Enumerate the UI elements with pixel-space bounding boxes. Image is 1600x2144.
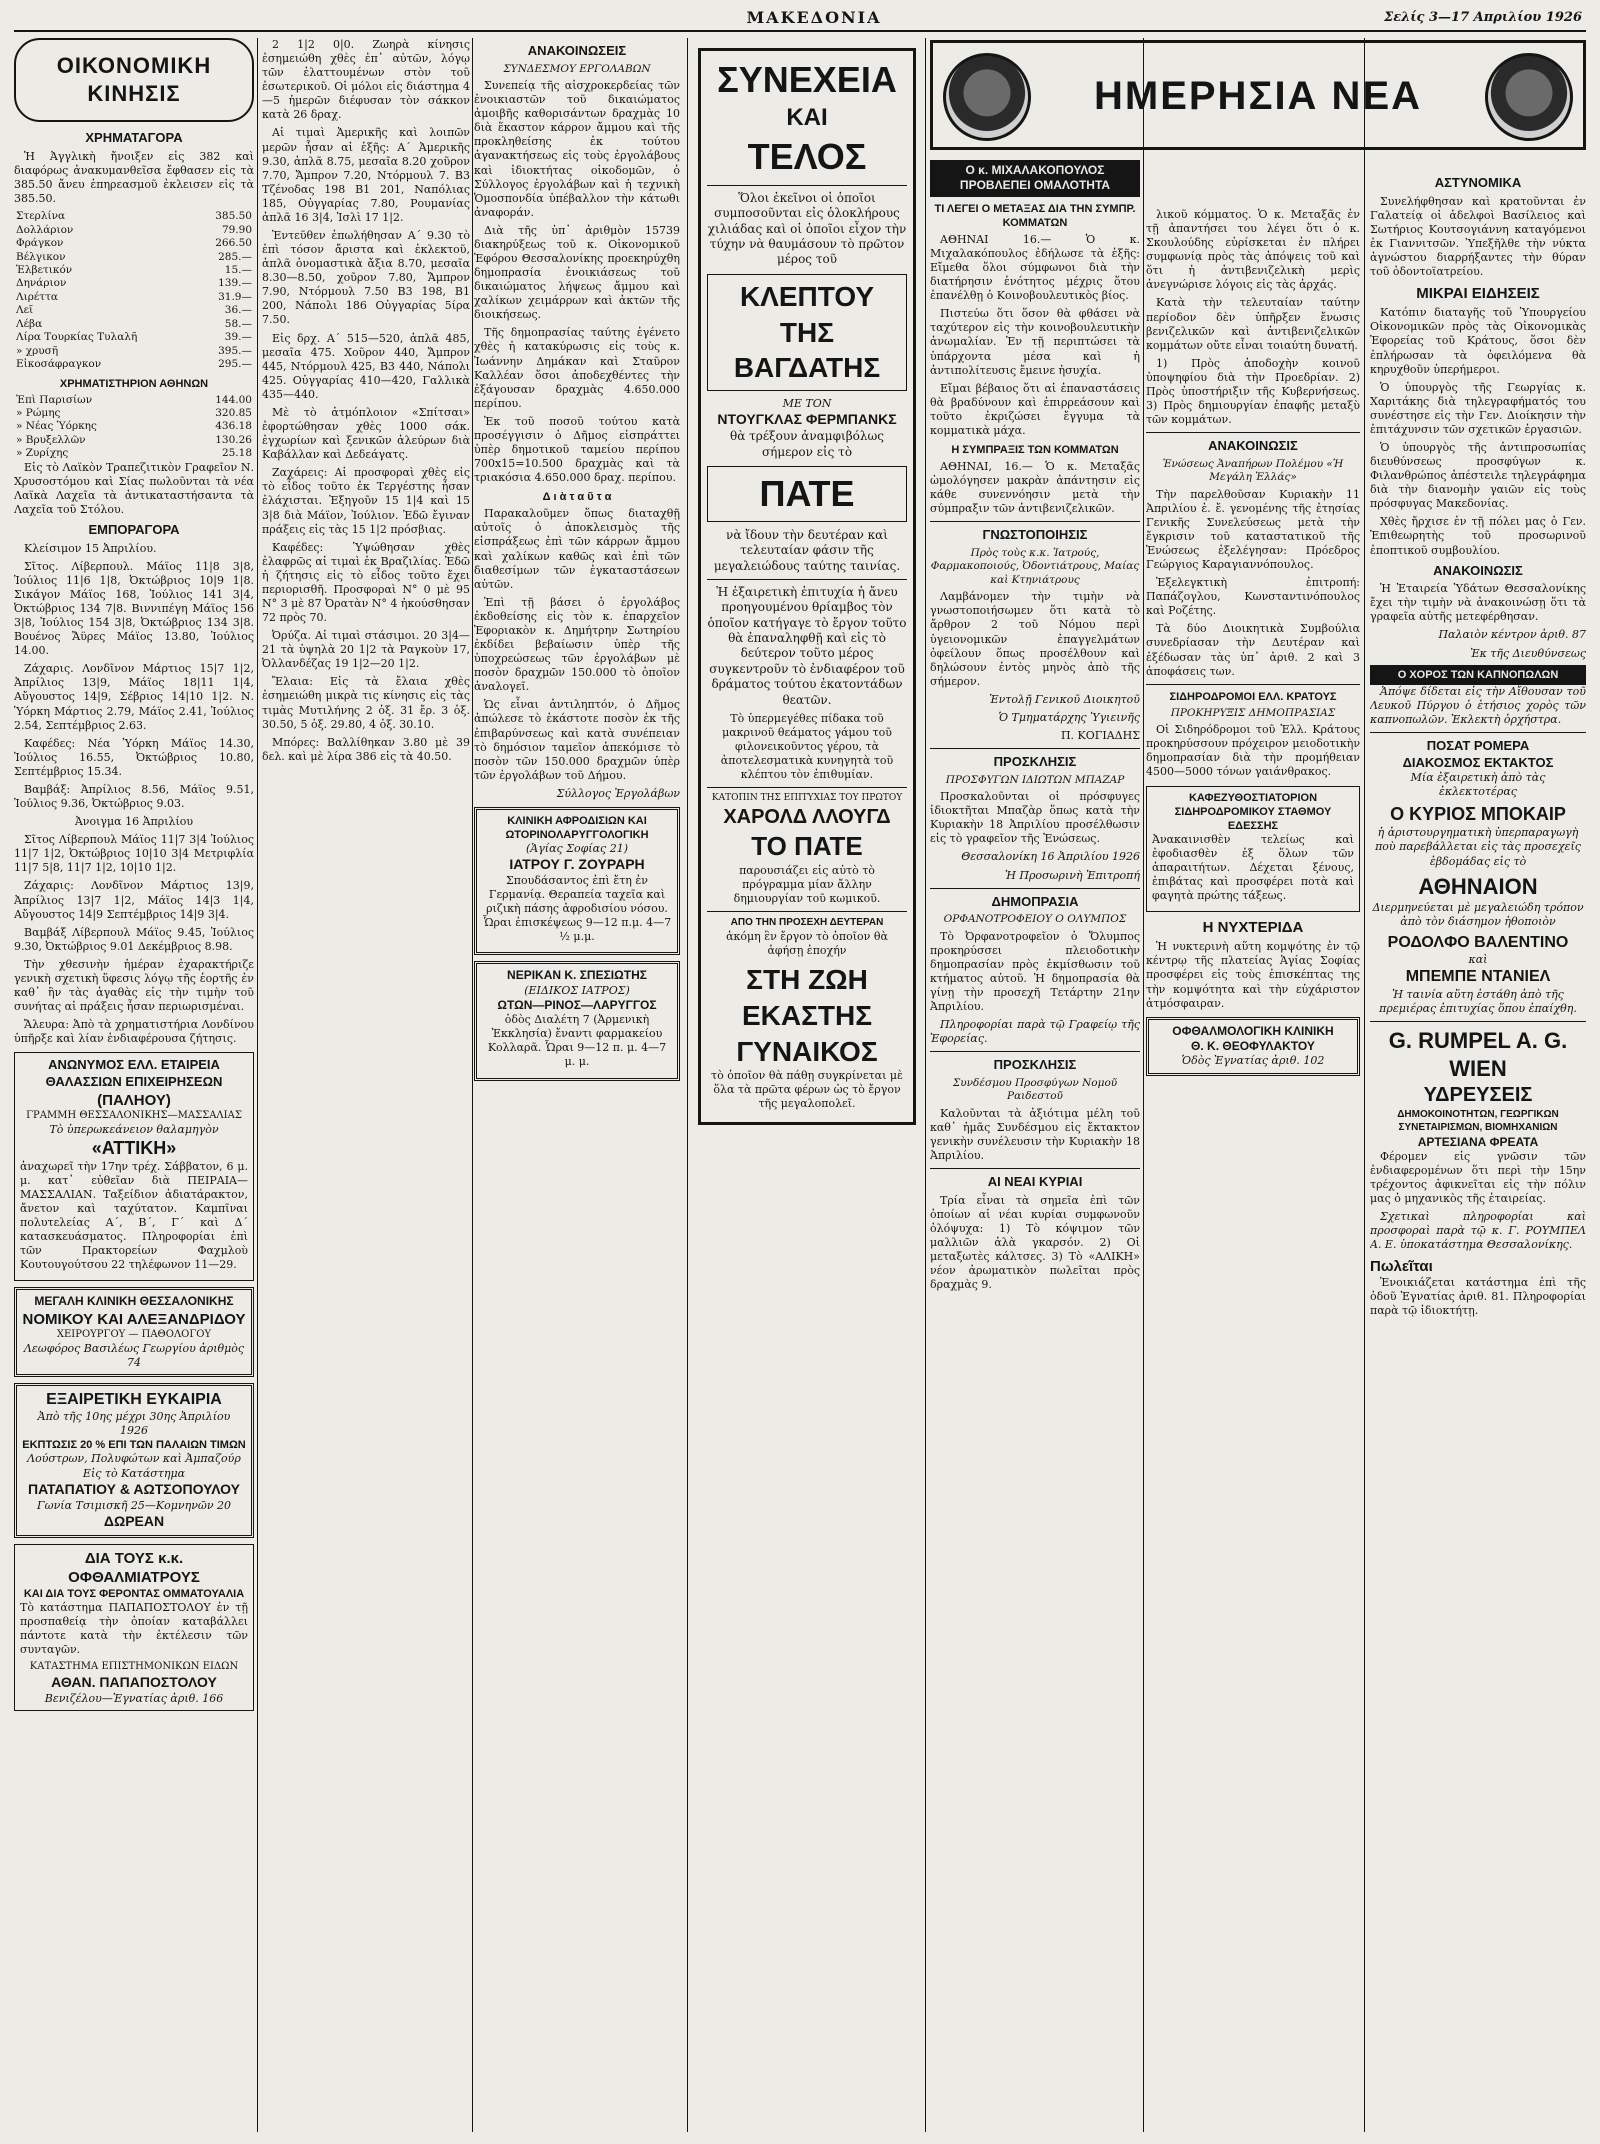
company-city: WIEN: [1449, 1056, 1507, 1082]
masthead: [14, 6, 1586, 32]
cinema-name: ΑΘΗΝΑΙΟΝ: [1418, 873, 1538, 899]
actor-name: ΡΟΔΟΛΦΟ ΒΑΛΕΝΤΙΝΟ: [1387, 933, 1569, 951]
advert-text: καὶ: [1468, 953, 1488, 967]
table-row: Λίρα Τουρκίας Τυλαλῆ 39.—: [16, 331, 252, 344]
article-paragraph: Ἐκ τοῦ ποσοῦ τούτου κατὰ προσέγγισιν ὁ Δῆμος εἰσπράττει ὑπὲρ δημοτικοῦ ταμείου περίπου 700x15=10.500 δραχμὰς καὶ τὰ τριακόσια 4.650.000 δραχ. περίπου.: [474, 414, 680, 485]
cinema-name-box: [707, 466, 907, 522]
philip-coin-icon: [943, 53, 1031, 141]
article-paragraph: Τὰ δύο Διοικητικὰ Συμβούλια συνεδρίασαν τὴν Δευτέραν καὶ ἐξέδωσαν τὰς ὑπ᾽ ἀριθ. 2 καὶ 3 ἀποφάσεις των.: [1146, 622, 1360, 678]
ship-name: «ΑΤΤΙΚΗ»: [91, 1137, 177, 1158]
article-paragraph: Εἰς τὸ Λαϊκὸν Τραπεζιτικὸν Γραφεῖον Ν. Χρυσοστόμου καὶ Σίας πωλοῦνται τὰ νέα Λαϊκὰ Λαχεῖα τὰ ἀντικαταστήσαντα τὰ Λαχεῖα τοῦ Στόλου.: [14, 460, 254, 516]
headline: ΑΙ ΝΕΑΙ ΚΥΡΙΑΙ: [987, 1174, 1083, 1190]
ball-advert-title: Ο ΧΟΡΟΣ ΤΩΝ ΚΑΠΝΟΠΩΛΩΝ: [1370, 665, 1586, 685]
table-row: Φράγκον 266.50: [16, 237, 252, 250]
table-row: » χρυσῆ 395.—: [16, 344, 252, 357]
headline: ΠΡΟΣΚΛΗΣΙΣ: [993, 1057, 1077, 1073]
article-paragraph: Μὲ τὸ ἀτμόπλοιον «Σπίτσαι» ἐφορτώθησαν χθὲς 1000 σάκ. ἐγχωρίων καὶ ξενικῶν ἀλεύρων διὰ Καβάλλαν καὶ Δεδεάγατς.: [262, 405, 470, 462]
article-paragraph: Κατὰ τὴν τελευταίαν ταύτην περίοδον δὲν ὑπῆρξεν ἔνωσις βενιζελικῶν καὶ ἀντιβενιζελικῶν κομμάτων οὔτε εἶναι τοιαύτη δυνατή.: [1146, 296, 1360, 352]
headline: ΑΝΑΚΟΙΝΩΣΙΣ: [1433, 562, 1523, 578]
headline: ΕΜΠΟΡΑΓΟΡΑ: [88, 522, 180, 538]
article-paragraph: Συνεπείᾳ τῆς αἰσχροκερδείας τῶν ἐνοικιαστῶν τοῦ δικαιώματος ἀμοιβῆς καθορισάντων δραχμὰς 10 διὰ ἕκαστον κάρρον ἄμμου καὶ τῆς προκληθείσης ἐκ τούτου ἀγανακτήσεως εἰς τοὺς ἐργολάβους καὶ ἰδιοκτήτας οἰκοδομῶν, ὁ Σύλλογος ἐργολάβων καὶ ἡ τεχνικὴ Ὁμοσπονδία ὑπέβαλλον τὴν κάτωθι ἀναφοράν.: [474, 79, 680, 219]
advert-title: ΟΦΘΑΛΜΟΛΟΓΙΚΗ ΚΛΙΝΙΚΗ: [1172, 1023, 1334, 1038]
divider: [930, 748, 1140, 749]
classified-title: Πωλεῖται: [1370, 1257, 1433, 1275]
article-paragraph: Ἐντεῦθεν ἐπωλήθησαν Α΄ 9.30 τὸ ἐπὶ τόσον ἄριστα καὶ ἐκλεκτοῦ, ἁπλᾶ ὀνομαστικὰ ἄξια 8.70, μεσαῖα 8.30—8.50, χοῦρον 7.80, Ἄμπρον 7.90, Ντόρμουλ 7.50 Β3 198, Β1 200, Νάπολι 186 Οὐγγαρίας 5ίρα 7.50.: [262, 229, 470, 327]
article-paragraph: Πιστεύω ὅτι ὅσον θὰ φθάσει νὰ ταχύτερον εἰς τὴν κοινοβουλευτικὴν ἀνωμαλίαν. Ἐν τῇ περιπτώσει τὰ ὑπάρχοντα μέσα καὶ ἡ ἀντιπολίτευσις ἔμεινε ἡσυχία.: [930, 307, 1140, 377]
optician-advert: [14, 1544, 254, 1712]
advert-text: ἀναχωρεῖ τὴν 17ην τρέχ. Σάββατον, 6 μ. μ. κατ᾽ εὐθεῖαν διὰ ΠΕΙΡΑΙΑ—ΜΑΣΣΑΛΙΑΝ. Ταξείδιον ἀδιατάρακτον, ἄνετον καὶ ταχύτατον. Καμπῖναι πολυτελείας Α΄, Β΄, Γ΄ καὶ Δ΄ κατασκευάσματος. Πληροφορίαι ἐπὶ τῶν Πρακτορείων Φαχμλοὺ Κουτουγούτσου 22 τηλέφωνον 11—29.: [20, 1159, 248, 1272]
divider: [1370, 732, 1586, 733]
advert-text: Ἀνακαινισθὲν τελείως καὶ ἐφοδιασθὲν ἐξ ὅλων τῶν ἀπαραιτήτων. Δέχεται ξένους, ἐπιβάτας καὶ προσφέρει ποτὰ καὶ φαγητὰ πρώτης τάξεως.: [1152, 832, 1354, 903]
advert-subtitle: (ΕΙΔΙΚΟΣ ΙΑΤΡΟΣ): [524, 983, 630, 997]
advert-text: ΕΚΠΤΩΣΙΣ 20 % ΕΠΙ ΤΩΝ ΠΑΛΑΙΩΝ ΤΙΜΩΝ: [22, 1439, 246, 1452]
article-paragraph: Ἐξελεγκτικὴ ἐπιτροπή: Παπάζογλου, Κωνσταντινόπουλος καὶ Ροζέτης.: [1146, 576, 1360, 618]
advert-text: θὰ τρέξουν ἀναμφιβόλως σήμερον εἰς τὸ: [730, 429, 884, 459]
advert-title: ΝΕΡΙΚΑΝ Κ. ΣΠΕΣΙΩΤΗΣ: [507, 968, 647, 983]
headline: Η ΝΥΧΤΕΡΙΔΑ: [1202, 919, 1304, 937]
table-row: Λιρέττα 31.9—: [16, 290, 252, 303]
alexander-coin-icon: [1485, 53, 1573, 141]
athens-exchange-table: [14, 394, 254, 461]
advert-text: νὰ ἴδουν τὴν δευτέραν καὶ τελευταίαν φάσιν τῆς μεγαλειώδους ταύτης ταινίας.: [713, 527, 901, 573]
article-paragraph: Αἱ τιμαὶ Ἀμερικῆς καὶ λοιπῶν μερῶν ἦσαν αἱ ἑξῆς: Α΄ Ἀμερικῆς 9.30, ἀπλᾶ 8.75, μεσαῖα 8.20 χοῦρον 7.70, Ἄμπρον 7.20, Ντόρμουλ 7. Β3 Τζένοδας 198 Β1 201, Ναπόλιας 185, Οὐγγαρίας 7.80, Ρουμανίας ἀπλᾶ 16 3|4, Ἰσλὶ 17 1|2.: [262, 126, 470, 224]
article-paragraph: Ὡς εἶναι ἀντιληπτόν, ὁ Δῆμος ἀπώλεσε τὸ ἑκάστοτε ποσὸν ἐκ τῆς ἐπιβαρύνσεως καὶ κατὰ συνέπειαν τὸ δημόσιον ταμεῖον ἀπεκόμισε τὸ ποσὸν τῶν 150.000 δραχμῶν ὑπὲρ τῶν ἐργολάβων τοῦ Δήμου.: [474, 698, 680, 782]
article-paragraph: Χθὲς ἤρχισε ἐν τῇ πόλει μας ὁ Γεν. Ἐπιθεωρητὴς τοῦ προσωρινοῦ ἐποπτικοῦ συμβουλίου.: [1370, 515, 1586, 557]
article-paragraph: Τρία εἶναι τὰ σημεῖα ἐπὶ τῶν ὁποίων αἱ νέαι κυρίαι συμφωνοῦν ὁλόψυχα: 1) Τὸ κόψιμον τῶν μαλλιῶν ἀλὰ γκαρσόν. 2) Οἱ μεταξωτὲς κάλτσες. 3) Τὸ «ΑΛΙΚΗ» νέον ἀρωματικὸν πωλεῖται πρὸς δραχμὰς 9.: [930, 1193, 1140, 1292]
article-paragraph: Τῆς δημοπρασίας ταύτης ἐγένετο χθὲς ἡ κατακύρωσις εἰς τοὺς κ. Ἰωάννην Δημάκαν καὶ Σταῦρον Καλλέαν ὅσοι ἀποδεχθέντες τὴν ἐξάγουσαν δραχμὰς 4.650.000 περίπου.: [474, 326, 680, 410]
page-date: Σελίς 3—17 Απριλίου 1926: [1384, 10, 1582, 25]
advert-address: Ὁδὸς Ἐγνατίας ἀριθ. 102: [1181, 1054, 1325, 1068]
advert-text: Ἡ ἐξαιρετικὴ ἐπιτυχία ἡ ἄνευ προηγουμένου θρίαμβος τὸν ὁποῖον κατήγαγε τὸ ἔργον τοῦτο θὰ ἐπαναληφθῇ καὶ εἰς τὸ δεύτερον τοῦτο μέρος συγκεντροῦν τὸ ἐνδιαφέρον τοῦ δράματος τούτου ἐκατοντάδων θεατῶν.: [707, 585, 907, 707]
shipping-advert: [14, 1052, 254, 1281]
cinema-advert: [698, 48, 916, 1125]
advert-text: ΑΠΟ ΤΗΝ ΠΡΟΣΕΧΗ ΔΕΥΤΕΡΑΝ: [730, 916, 884, 928]
doctor-advert: [474, 961, 680, 1080]
headline: ΑΝΑΚΟΙΝΩΣΕΙΣ: [527, 43, 627, 58]
article-paragraph: Κατόπιν διαταγῆς τοῦ Ὑπουργείου Οἰκονομικῶν πρὸς τὰς Οἰκονομικὰς Ἐφορείας τοῦ Κράτους, ὅσοι δὲν ἐπλήρωσαν τὰ ὀφειλόμενα θὰ κηρυχθοῦν ὑπερήμεροι.: [1370, 306, 1586, 376]
advert-title: ΚΑΦΕΖΥΘΟΣΤΙΑΤΟΡΙΟΝ ΣΙΔΗΡΟΔΡΟΜΙΚΟΥ ΣΤΑΘΜΟΥ ΕΔΕΣΣΗΣ: [1174, 791, 1332, 832]
actor-name: ΧΑΡΟΛΔ ΛΛΟΥΓΔ: [723, 805, 891, 828]
article-paragraph: Ὁ ὑπουργὸς τῆς ἀντιπροσωπίας διευθύνσεως προσφύγων κ. Φιλανθρώπος ἀπέστειλε τηλεγράφημα διὰ τὴν διανομὴν γαιῶν εἰς τοὺς πρόσφυγας Μακεδονίας.: [1370, 440, 1586, 511]
article-paragraph: Προσκαλοῦνται οἱ πρόσφυγες ἰδιοκτῆται Μπαζὰρ ὅπως κατὰ τὴν Κυριακὴν 18 Ἀπριλίου προσέλθωσιν εἰς τὸ γραφεῖον τῆς Ἑνώσεως.: [930, 790, 1140, 846]
subheadline: ΠΡΟΚΗΡΥΞΙΣ ΔΗΜΟΠΡΑΣΙΑΣ: [1170, 706, 1336, 719]
article-paragraph: Εἴμαι βέβαιος ὅτι αἱ ἐπαναστάσεις θὰ βραδύνουν καὶ ἐπιρρεάσουν καὶ τοῦτο ἐκριζώσει ἔγγυμα τὰ κομματικὰ μάχα.: [930, 381, 1140, 437]
exchange-rates-table: [14, 210, 254, 371]
article-paragraph: Συνελήφθησαν καὶ κρατοῦνται ἐν Γαλατείᾳ οἱ ἀδελφοὶ Βασίλειος καὶ Σωτήριος Κουτσογιάννη καταγόμενοι ἐκ Γιαννιτσῶν. Ὑπεξῆλθε τὴν νύκτα ἀγνώστου διαρρήξαντες τὴν θύραν τοῦ ὀδοντοϊατρείου.: [1370, 194, 1586, 279]
divider: [1146, 432, 1360, 433]
advert-title: ΔΙΑ ΤΟΥΣ κ.κ. ΟΦΘΑΛΜΙΑΤΡΟΥΣ: [68, 1549, 200, 1586]
article-paragraph: Τὴν χθεσινὴν ἡμέραν ἐχαρακτήριζε γενικὴ σχετικὴ ὕφεσις λόγῳ τῆς ἑορτῆς ἐν καθ᾽ ἣν τὰς ἀγαθὰς εἰς τὴν τιμὴν τοῦ συνήτας αἱ πράξεις ἦσαν περιωρισμέναι.: [14, 957, 254, 1014]
table-row: » Νέας Ὑόρκης 436.18: [16, 420, 252, 433]
table-row: Ἑλβετικόν 15.—: [16, 264, 252, 276]
table-row: » Ρώμης 320.85: [16, 407, 252, 420]
advert-firm: ΠΑΤΑΠΑΤΙΟΥ & ΑΩΤΣΟΠΟΥΛΟΥ: [27, 1480, 241, 1497]
article-paragraph: Μπόρες: Βαλλίθηκαν 3.80 μὲ 39 δελ. καὶ μὲ λίρα 386 εἰς τὰ 40.50.: [262, 735, 470, 763]
signature: Ἐντολῇ Γενικοῦ Διοικητοῦ: [989, 692, 1140, 706]
column-rule: [1364, 38, 1365, 2132]
column-rule: [925, 38, 926, 2132]
article-paragraph: Καφέδες: Νέα Ὑόρκη Μάϊος 14.30, Ἰούλιος 16.55, Ὀκτώβριος 10.80, Σεπτέμβριος 15.34.: [14, 736, 254, 778]
signature: Ἡ Προσωρινὴ Ἐπιτροπή: [1004, 868, 1140, 882]
article-paragraph: Κλείσιμον 15 Ἀπριλίου.: [24, 541, 157, 555]
advert-subtitle: ΑΡΤΕΣΙΑΝΑ ΦΡΕΑΤΑ: [1417, 1134, 1539, 1149]
advert-headline: ΔΙΑΚΟΣΜΟΣ ΕΚΤΑΚΤΟΣ: [1402, 754, 1554, 770]
film-title: ΣΤΗ ΖΩΗ ΕΚΑΣΤΗΣ ΓΥΝΑΙΚΟΣ: [736, 963, 878, 1067]
article-paragraph: Καφέδες: Ὑψώθησαν χθὲς ἐλαφρῶς αἱ τιμαὶ ἐκ Βραζιλίας. Ἐδῶ ἡ ζήτησις εἰς τὸ εἶδος τοῦτο ἔχει περιορισθῆ. Προσφοραὶ Ν° 0 μὲ 95 Ν° 3 μὲ 87 Ὀρατὰν Ν° 4 ἠκούσθησαν 72 πρὸς 70.: [262, 540, 470, 625]
article-paragraph: Λαμβάνομεν τὴν τιμὴν νὰ γνωστοποιήσωμεν ὅτι κατὰ τὸ ἄρθρον 2 τοῦ Νόμου περὶ ὑγειονομικῶν ἐπαγγελμάτων ὀφείλουν ὅπως προσέλθουν καὶ δηλώσουν ἐντὸς μηνὸς ἀπὸ τῆς σήμερον.: [930, 590, 1140, 688]
classified-text: Ἐνοικιάζεται κατάστημα ἐπὶ τῆς ὁδοῦ Ἐγνατίας ἀριθ. 81. Πληροφορίαι παρὰ τῷ ἰδιοκτήτῃ.: [1370, 1275, 1586, 1317]
subheadline: ΟΡΦΑΝΟΤΡΟΦΕΙΟΥ Ο ΟΛΥΜΠΟΣ: [943, 913, 1127, 926]
column-announcements: [474, 38, 680, 2132]
advert-text: Σπουδάσαντος ἐπὶ ἔτη ἐν Γερμανίᾳ. Θεραπεία ταχεῖα καὶ ριζικὴ πάσης ἀφροδισίου νόσου. Ὧραι ἐπισκέψεως 9—12 π.μ. 4—7 ½ μ.μ.: [482, 874, 672, 944]
article-paragraph: Ἔλαια: Εἰς τὰ ἔλαια χθὲς ἐσημειώθη μικρὰ τις κίνησις εἰς τὰς τιμὰς Μυτιλήνης 2 ὁξ. 31 ἔρ. 3 ὁξ. 30.50, 5 ὁξ. 29.80, 4 ὁξ. 30.10.: [262, 675, 470, 731]
advert-name: Θ. Κ. ΘΕΟΦΥΛΑΚΤΟΥ: [1191, 1039, 1315, 1054]
column-daily-news: [1146, 208, 1360, 2132]
advert-title: ΑΝΩΝΥΜΟΣ ΕΛΛ. ΕΤΑΙΡΕΙΑ ΘΑΛΑΣΣΙΩΝ ΕΠΙΧΕΙΡΗΣΕΩΝ: [45, 1057, 223, 1089]
divider: [707, 185, 907, 186]
headline: ΠΡΟΣΚΛΗΣΙΣ: [993, 754, 1077, 770]
signature: Θεσσαλονίκη 16 Ἀπριλίου 1926: [961, 850, 1140, 864]
divider: [930, 1051, 1140, 1052]
advert-text: Τὸ κατάστημα ΠΑΠΑΠΟΣΤΟΛΟΥ ἐν τῇ προσπαθείᾳ τὴν ὁποίαν καταβάλλει πάντοτε κατὰ τὴν ἐκτέλεσιν τῶν συνταγῶν.: [20, 1600, 248, 1657]
article-paragraph: Ἄλευρα: Ἀπὸ τὰ χρηματιστήρια Λονδίνου ὑπῆρξε καὶ λίαν ἐνδιαφέρουσα ζήτησις.: [14, 1018, 254, 1046]
subheadline: Συνδέσμου Προσφύγων Νομοῦ Ραιδεστοῦ: [952, 1076, 1118, 1103]
column-economy: [14, 38, 254, 2132]
divider: [707, 911, 907, 912]
advert-text: Φέρομεν εἰς γνῶσιν τῶν ἐνδιαφερομένων ὅτι περὶ τὴν 15ην τρέχοντος ἀφικνεῖται εἰς τὴν πόλιν μας ὁ μηχανικὸς τῆς ἐταιρείας.: [1370, 1149, 1586, 1206]
clinic-advert: [14, 1287, 254, 1377]
article-paragraph: Ζάχαρις. Λονδῖνον Μάρτιος 15|7 1|2, Ἀπρίλιος 13|9, Μάϊος 18|11 1|4, Αὔγουστος 14|9, Σέβριος 14|10 1|2. Ν. Ὑόρκη Μάρτιος 2.79, Μάϊος 2.41, Ἰούλιος 2.54, Σεπτέμβριος 2.63.: [14, 662, 254, 732]
article-paragraph: Οἱ Σιδηρόδρομοι τοῦ Ἑλλ. Κράτους προκηρύσσουν πρόχειρον μειοδοτικὴν δημοπρασίαν διὰ τὴν προμήθειαν 4500—5000 τόνων γαιάνθρακος.: [1146, 723, 1360, 779]
section-title: ΗΜΕΡΗΣΙΑ ΝΕΑ: [1093, 74, 1423, 118]
advert-address: Λεωφόρος Βασιλέως Γεωργίου ἀριθμὸς 74: [23, 1341, 245, 1369]
advert-headline: ΚΑΙ: [786, 104, 828, 132]
advert-text: Ὅλοι ἐκεῖνοι οἱ ὁποῖοι συμποσοῦνται εἰς ὁλοκλήρους χιλιάδας καὶ οἱ ὁποῖοι εἶχον τὴν τύχην νὰ θαυμάσουν τὸ πρῶτον μέρος τοῦ: [707, 190, 907, 267]
headline: ΑΝΑΚΟΙΝΩΣΙΣ: [1208, 438, 1298, 454]
advert-text: Λούστρων, Πολυφώτων καὶ Ἀμπαζούρ: [27, 1452, 241, 1466]
advert-line: ΓΡΑΜΜΗ ΘΕΣΣΑΛΟΝΙΚΗΣ—ΜΑΣΣΑΛΙΑΣ: [26, 1109, 242, 1121]
article-paragraph: ΑΘΗΝΑΙ, 16.— Ὁ κ. Μεταξᾶς ὡμολόγησεν μακρὰν ἀπάντησιν εἰς κάθε συνεννόησιν μετὰ τὴν σύμπραξιν τῶν ἀντιβενιζελικῶν.: [930, 460, 1140, 516]
divider: [707, 579, 907, 580]
divider: [1146, 684, 1360, 685]
cinema-name: ΤΟ ΠΑΤΕ: [751, 831, 863, 862]
signature: Σύλλογος Ἐργολάβων: [556, 786, 680, 800]
column-cinema-advert: [694, 38, 920, 2132]
advert-title: ΕΞΑΙΡΕΤΙΚΗ ΕΥΚΑΙΡΙΑ: [46, 1390, 222, 1408]
subheadline: ΠΡΟΣΦΥΓΩΝ ΙΔΙΩΤΩΝ ΜΠΑΖΑΡ: [945, 773, 1125, 786]
cafe-advert: [1146, 786, 1360, 913]
advert-title: ΜΕΓΑΛΗ ΚΛΙΝΙΚΗ ΘΕΣΣΑΛΟΝΙΚΗΣ: [34, 1294, 234, 1309]
divider: [930, 888, 1140, 889]
headline: Η ΣΥΜΠΡΑΞΙΣ ΤΩΝ ΚΟΜΜΑΤΩΝ: [951, 443, 1119, 456]
table-row: » Βρυξελλῶν 130.26: [16, 433, 252, 446]
table-row: Δηνάριον 139.—: [16, 277, 252, 290]
article-paragraph: 1) Πρὸς ἀποδοχὴν κοινοῦ ὑποψηφίου διὰ τὴν Προεδρίαν. 2) Πρὸς ὑποστήριξιν τῆς Κυβερνήσεως. 3) Πρὸς δημιουργίαν ἐπαφῆς μεταξὺ τῶν κομμάτων.: [1146, 356, 1360, 427]
film-title-box: [707, 274, 907, 391]
section-banner: ΟΙΚΟΝΟΜΙΚΗ ΚΙΝΗΣΙΣ: [14, 38, 254, 122]
headline: ΧΡΗΜΑΤΑΓΟΡΑ: [85, 130, 183, 146]
table-row: Λεῖ 36.—: [16, 304, 252, 317]
advert-text: ΔΩΡΕΑΝ: [103, 1512, 165, 1529]
signature: Παλαιὸν κέντρον ἀριθ. 87: [1438, 628, 1586, 642]
article-paragraph: Σῖτος. Λίβερπουλ. Μάϊος 11|8 3|8, Ἰούλιος 11|6 1|8, Ὀκτώβριος 10|9 1|8. Σικάγον Μάϊος 168, Ἰούλιος 141 3|4, Ὀκτώβριος 134 7|8. Βιννιπέγη Μάϊος 156 3|8, Ἰούλιος 154 3|8, Ὀκτώβριος 134 3|8. Βουένος Ἄϋρες Μάϊος 13.80, Ἰούλιος 14.00.: [14, 559, 254, 658]
advert-text: Εἰς τὸ Κατάστημα: [82, 1466, 186, 1480]
actor-name: ΜΠΕΜΠΕ ΝΤΑΝΙΕΛ: [1405, 968, 1551, 986]
headline: Ο κ. ΜΙΧΑΛΑΚΟΠΟΥΛΟΣ ΠΡΟΒΛΕΠΕΙ ΟΜΑΛΟΤΗΤΑ: [930, 160, 1140, 197]
article-paragraph: Εἰς δρχ. Α΄ 515—520, ἁπλᾶ 485, μεσαῖα 475. Χοῦρον 440, Ἄμπρον 445, Ντόρμουλ 425, Β3 440, Νάπολι 425. Οὐγγαρίας 410—420, Γαλλικὰ 435—440.: [262, 331, 470, 401]
headline: ΔΗΜΟΠΡΑΣΙΑ: [991, 893, 1079, 909]
advert-specialty: ΩΤΩΝ—ΡΙΝΟΣ—ΛΑΡΥΓΓΟΣ: [497, 997, 657, 1012]
advert-name: ΙΑΤΡΟΥ Γ. ΖΟΥΡΑΡΗ: [509, 856, 645, 873]
advert-text: Διερμηνεύεται μὲ μεγαλειώδη τρόπον ἀπὸ τὸν διάσημον ἠθοποιὸν: [1372, 900, 1584, 928]
daily-news-header: [930, 40, 1586, 156]
column-police-news: [1370, 170, 1586, 2132]
article-paragraph: Ἡ Ἀγγλικὴ ἤνοιξεν εἰς 382 καὶ διαφόρως ἀνακυμανθεῖσα ἔφθασεν εἰς τὰ 385.50 ἄνευ ἐπηρεασμοῦ ἐκλεισεν εἰς τὰ 385.50.: [14, 149, 254, 206]
divider: [930, 521, 1140, 522]
article-paragraph: Ζάχαρις: Λονδῖνον Μάρτιος 13|9, Ἀπρίλιος 13|7 1|2, Μάϊος 14|3 1|4, Αὔγουστος 14|9 Σεπτέμβριος 14|9 3|4.: [14, 879, 254, 921]
headline: ΣΙΔΗΡΟΔΡΟΜΟΙ ΕΛΛ. ΚΡΑΤΟΥΣ: [1169, 690, 1337, 703]
cinema-name: ΠΑΤΕ: [759, 472, 855, 514]
advert-text: Τὸ ὑπερωκεάνειον θαλαμηγὸν: [49, 1122, 219, 1136]
advert-text: ΚΑΤΟΠΙΝ ΤΗΣ ΕΠΙΤΥΧΙΑΣ ΤΟΥ ΠΡΩΤΟΥ: [711, 793, 903, 804]
headline: Δ ι ὰ τ α ῦ τ α: [542, 491, 612, 504]
advert-subtitle: ΚΑΙ ΔΙΑ ΤΟΥΣ ΦΕΡΟΝΤΑΣ ΟΜΜΑΤΟΥΑΛΙΑ: [23, 1587, 245, 1600]
article-paragraph: Πληροφορίαι παρὰ τῷ Γραφείῳ τῆς Ἐφορείας.: [930, 1018, 1140, 1046]
advert-headline: ΤΕΛΟΣ: [747, 135, 867, 177]
column-rule: [687, 38, 688, 2132]
subheadline: Ἑνώσεως Ἀναπήρων Πολέμου «Ἡ Μεγάλη Ἑλλάς»: [1162, 457, 1344, 484]
advert-headline: ΥΔΡΕΥΣΕΙΣ: [1423, 1084, 1533, 1107]
article-paragraph: Ζαχάρεις: Αἱ προσφοραὶ χθὲς εἰς τὸ εἶδος τοῦτο ἐκ Τεργέστης ἦσαν ἐλάχισται. Ἐξηγοῦν 15 1|4 καὶ 15 3|8 διὰ Μάϊον, Ἰούλιον. Ἐδῶ ἔγιναν πράξεις εἰς τὰς 15 1|2 πρόσβιας.: [262, 466, 470, 536]
article-paragraph: Παρακαλοῦμεν ὅπως διαταχθῇ αὐτοῖς ὁ ἀποκλεισμὸς τῆς εἰσπράξεως ἐπὶ τῶν κάρρων ἄμμου καὶ χαλίκων καθῶς καὶ ἐπὶ τῶν διαθεσίμων τῶν ἐγκαταστάσεων αὐτῶν.: [474, 507, 680, 591]
signature: Π. ΚΟΓΙΑΔΗΣ: [1060, 729, 1140, 742]
headline: ΧΡΗΜΑΤΙΣΤΗΡΙΟΝ ΑΘΗΝΩΝ: [59, 377, 209, 390]
advert-names: ΝΟΜΙΚΟΥ ΚΑΙ ΑΛΕΞΑΝΔΡΙΔΟΥ: [22, 1310, 246, 1328]
divider: [930, 1168, 1140, 1169]
advert-text: Ἀπὸ τῆς 10ης μέχρι 30ης Ἀπριλίου 1926: [37, 1410, 231, 1438]
signature: Ὁ Τμηματάρχης Ὑγιεινῆς: [998, 710, 1140, 724]
article-paragraph: Τὴν παρελθοῦσαν Κυριακὴν 11 Ἀπριλίου ἐ. ἔ. γενομένης τῆς ἐτησίας Γενικῆς Συνελεύσεως μετὰ τὴν ἔγκρισιν τοῦ καταστατικοῦ τῆς Ἑνώσεως ἐξελέγησαν: Πρόεδρος Γεώργιος Καραγιαννόπουλος.: [1146, 487, 1360, 572]
advert-firm: ΚΑΤΑΣΤΗΜΑ ΕΠΙΣΤΗΜΟΝΙΚΩΝ ΕΙΔΩΝ: [29, 1661, 239, 1673]
table-row: Στερλίνα 385.50: [16, 210, 252, 223]
subheadline: ΣΥΝΔΕΣΜΟΥ ΕΡΓΟΛΑΒΩΝ: [503, 62, 651, 75]
column-rule: [472, 38, 473, 2132]
advert-headline: ΣΥΝΕΧΕΙΑ: [717, 59, 897, 100]
advert-text: Μία ἐξαιρετικὴ ἀπὸ τὰς ἐκλεκτοτέρας: [1410, 771, 1546, 799]
article-paragraph: Ἐπὶ τῇ βάσει ὁ ἐργολάβος ἐκδοθείσης εἰς τὸν κ. ἐπαρχεῖον Ἐφοριακὸν κ. Δημήτρην Σωτηρίου ἐκδίδει βεβαίωσιν ὑπὲρ τῆς ὑποχρεώσεως τῶν ἐργολάβων μὲ ποσὸν δραχμῶν 150.000 τὸ ὁποῖον ἀναλογεῖ.: [474, 595, 680, 694]
advert-text: Τὸ ὑπερμεγέθες πίδακα τοῦ μακρινοῦ θεάματος γάμου τοῦ φιλονεικοῦντος γέρου, τὰ ἀποτελεσματικὰ κυνηγητὰ τοῦ κλέπτου τὸν ἐπιθυμίαν.: [720, 711, 894, 782]
advert-text: Ἀπόψε δίδεται εἰς τὴν Αἴθουσαν τοῦ Λευκοῦ Πύργου ὁ ἐτήσιος χορὸς τῶν καπνοπωλῶν. Ἐκλεκτὴ ὀρχήστρα.: [1370, 684, 1586, 726]
table-row: Λέβα 58.—: [16, 317, 252, 330]
advert-address: Βενιζέλου—Ἐγνατίας ἀριθ. 166: [44, 1691, 224, 1705]
article-paragraph: 2 1|2 0|0. Ζωηρὰ κίνησις ἐσημειώθη χθὲς ἐπ᾽ αὐτῶν, λόγῳ τῶν ἐλαττουμένων στὸν τοῦ ἐσωτερικοῦ. Οἱ μόλοι εἰς διάστημα 4—5 ἡμερῶν διέφυσαν τὸν σάκκον κατὰ 26 δραχ.: [262, 38, 470, 122]
article-paragraph: Σῖτος Λίβερπουλ Μάϊος 11|7 3|4 Ἰούλιος 11|7 1|2, Ὀκτώβριος 10|10 3|4 Μετριφλία 11|7 5|8, 11|7 1|2, 10|10 1|2.: [14, 833, 254, 875]
column-politics: [930, 160, 1140, 2132]
advert-text: Ἡ ταινία αὕτη ἐστάθη ἀπὸ τῆς πρεμιέρας ἐπιτυχίας ὅπου ἐπαίχθη.: [1379, 987, 1577, 1016]
advert-title: ΚΛΙΝΙΚΗ ΑΦΡΟΔΙΣΙΩΝ ΚΑΙ ΩΤΟΡΙΝΟΛΑΡΥΓΓΟΛΟΓΙΚΗ: [505, 814, 649, 841]
actor-name: ΝΤΟΥΓΚΛΑΣ ΦΕΡΜΠΑΝΚΣ: [717, 411, 897, 428]
article-paragraph: ΑΘΗΝΑΙ 16.— Ὁ κ. Μιχαλακόπουλος ἐδήλωσε τὰ ἑξῆς: Εἴμεθα ὅλοι σύμφωνοι διὰ τὴν διατήρησιν ἑνότητος μέχρις ὅτου ἐπανέλθῃ ὁ Κοινοβουλευτικὸς βίος.: [930, 232, 1140, 303]
table-row: Ἐπὶ Παρισίων 144.00: [16, 393, 252, 406]
table-row: Δολλάριον 79.90: [16, 223, 252, 236]
advert-name: ΑΘΑΝ. ΠΑΠΑΠΟΣΤΟΛΟΥ: [51, 1674, 217, 1691]
advert-address: Γωνία Τσιμισκῆ 25—Κομνηνῶν 20: [36, 1498, 232, 1512]
article-paragraph: Καλοῦνται τὰ ἀξιότιμα μέλη τοῦ καθ᾽ ἡμᾶς Συνδέσμου εἰς ἔκτακτον γενικὴν συνέλευσιν τὴν Κυριακὴν 18 Ἀπριλίου.: [930, 1106, 1140, 1163]
article-paragraph: λικοῦ κόμματος. Ὁ κ. Μεταξᾶς ἐν τῇ ἀπαντήσει του λέγει ὅτι ὁ κ. Σκουλούδης εὑρίσκεται ἐν πλήρει συμφωνίᾳ πρὸς τὰς ἀπόψεις τοῦ καὶ ὅτι ἡ ἀντιβενιζελικὴ μερὶς ἀνεγνώρισε λόγοις εἰς τὰς ἀρχάς.: [1146, 208, 1360, 292]
article-paragraph: Διὰ τῆς ὑπ᾽ ἀριθμὸν 15739 διακηρύξεως τοῦ κ. Οἰκονομικοῦ Ἐφόρου Θεσσαλονίκης προεκηρύχθη δημοπρασία ἐνοικιάσεως τοῦ δικαιώματος λήψεως ἄμμου καὶ χαλίκων χειμάρρων καὶ ἀκτῶν τῆς διοικήσεως.: [474, 223, 680, 322]
article-paragraph: Ἀνοιγμα 16 Ἀπριλίου: [74, 815, 194, 829]
sale-advert: [14, 1383, 254, 1538]
advert-text: παρουσιάζει εἰς αὐτὸ τὸ πρόγραμμα μίαν ἄλλην δημιουργίαν τοῦ κωμικοῦ.: [733, 863, 881, 905]
advert-subtitle: ΔΗΜΟΚΟΙΝΟΤΗΤΩΝ, ΓΕΩΡΓΙΚΩΝ ΣΥΝΕΤΑΙΡΙΣΜΩΝ, ΒΙΟΜΗΧΑΝΙΩΝ: [1397, 1109, 1559, 1133]
advert-text: ΜΕ ΤΟΝ: [782, 397, 832, 411]
film-title: ΚΛΕΠΤΟΥ ΤΗΣ ΒΑΓΔΑΤΗΣ: [733, 280, 881, 384]
advert-address: ὁδὸς Διαλέτη 7 (Ἀρμενικὴ Ἐκκλησία) ἔναντι φαρμακείου Κολλαρᾶ. Ὧραι 9—12 π. μ. 4—7 μ. μ.: [487, 1013, 667, 1069]
table-row: » Ζυρίχης 25.18: [16, 447, 252, 460]
signature: Ἐκ τῆς Διευθύνσεως: [1470, 646, 1586, 660]
column-rule: [1143, 38, 1144, 2132]
newspaper-name: ΜΑΚΕΔΟΝΙΑ: [746, 8, 882, 27]
article-paragraph: Ἡ Ἑταιρεία Ὑδάτων Θεσσαλονίκης ἔχει τὴν τιμὴν νὰ ἀνακοινώσῃ ὅτι τὰ γραφεῖα αὐτῆς μετεφέρθησαν.: [1370, 582, 1586, 624]
table-row: Βέλγικον 285.—: [16, 250, 252, 263]
company-name: G. RUMPEL A. G.: [1388, 1028, 1568, 1054]
advert-text: ἡ ἀριστουργηματικὴ ὑπερπαραγωγὴ ποὺ παρεβάλλεται εἰς τὰς προσεχεῖς ἑβδομάδας εἰς τὸ: [1375, 826, 1581, 868]
advert-roles: ΧΕΙΡΟΥΡΓΟΥ — ΠΑΘΟΛΟΓΟΥ: [56, 1328, 212, 1340]
clinic-advert: [474, 807, 680, 956]
eye-clinic-advert: [1146, 1017, 1360, 1076]
headline: ΑΣΤΥΝΟΜΙΚΑ: [1434, 175, 1522, 190]
film-title: Ο ΚΥΡΙΟΣ ΜΠΟΚΑΙΡ: [1390, 804, 1566, 825]
article-paragraph: Τὸ Ὀρφανοτροφεῖον ὁ Ὄλυμπος προκηρύσσει πλειοδοτικὴν δημοπρασίαν πρὸς ἐκμίσθωσιν τοῦ κτήματος αὐτοῦ. Ἡ δημοπρασία θὰ γίνῃ τὴν προσεχῆ Τετάρτην 21ην Ἀπριλίου.: [930, 929, 1140, 1014]
article-paragraph: Ὀρύζα. Αἱ τιμαὶ στάσιμοι. 20 3|4—21 τὰ ὑψηλὰ 20 1|2 τὰ Ραγκοὺν 17, Ὀλλανδέζας 19 1|2—20 1|2.: [262, 629, 470, 671]
divider: [707, 787, 907, 788]
advert-text: Σχετικαὶ πληροφορίαι καὶ προσφοραὶ παρὰ τῷ κ. Γ. ΡΟΥΜΠΕΛ Α. Ε. ὑποκατάστημα Θεσσαλονίκης.: [1370, 1210, 1586, 1252]
headline: ΜΙΚΡΑΙ ΕΙΔΗΣΕΙΣ: [1416, 285, 1540, 303]
headline: ΓΝΩΣΤΟΠΟΙΗΣΙΣ: [982, 527, 1088, 543]
column-rule: [257, 38, 258, 2132]
daily-news-banner: [930, 40, 1586, 150]
table-row: Εἰκοσάφραγκον 295.—: [16, 358, 252, 371]
divider: [1370, 1021, 1586, 1022]
advert-headline: ΠΟΣΑΤ ΡΟΜΕΡΑ: [1426, 737, 1530, 753]
article-paragraph: Ὁ ὑπουργὸς τῆς Γεωργίας κ. Χαριτάκης διὰ τηλεγραφήματός του συνέστησε εἰς τὴν Γεν. Διοίκησιν τὴν ἐπιτάχυνσιν τῶν σχετικῶν ἐργασιῶν.: [1370, 380, 1586, 436]
subheadline: Πρὸς τοὺς κ.κ. Ἰατρούς, Φαρμακοποιούς, Ὀδοντιάτρους, Μαίας καὶ Κτηνιάτρους: [930, 546, 1140, 586]
column-markets: [262, 38, 470, 2132]
advert-text: ἀκόμη ἓν ἔργον τὸ ὁποῖον θὰ ἀφήσῃ ἐποχήν: [726, 929, 888, 957]
article-paragraph: Βαμβάξ: Ἀπρίλιος 8.56, Μάϊος 9.51, Ἰούλιος 9.36, Ὀκτώβριος 9.03.: [14, 782, 254, 811]
advert-text: τὸ ὁποῖον θὰ πάθῃ συγκρίνεται μὲ ὅλα τὰ πρῶτα φέρων ὡς τὸ ἔργον τῆς μεγαλοπολεῖ.: [711, 1069, 903, 1111]
article-paragraph: Βαμβάξ Λίβερπουλ Μάϊος 9.45, Ἰούλιος 9.30, Ὀκτώβριος 9.01 Δεκέμβριος 8.98.: [14, 925, 254, 953]
headline: ΤΙ ΛΕΓΕΙ Ο ΜΕΤΑΞΑΣ ΔΙΑ ΤΗΝ ΣΥΜΠΡ. ΚΟΜΜΑΤΩΝ: [934, 202, 1136, 229]
advert-subtitle: (ΠΑΛΗΟΥ): [97, 1091, 171, 1109]
article-paragraph: Ἡ νυκτερινὴ αὕτη κομψότης ἐν τῷ κέντρῳ τῆς πλατείας Ἁγίας Σοφίας προσφέρει εἰς τοὺς ἐπισκέπτας της τὴν κομψότητα καὶ τὴν εὐχάριστον ἀτμόσφαιραν.: [1146, 940, 1360, 1010]
advert-subtitle: (Ἁγίας Σοφίας 21): [526, 842, 628, 856]
